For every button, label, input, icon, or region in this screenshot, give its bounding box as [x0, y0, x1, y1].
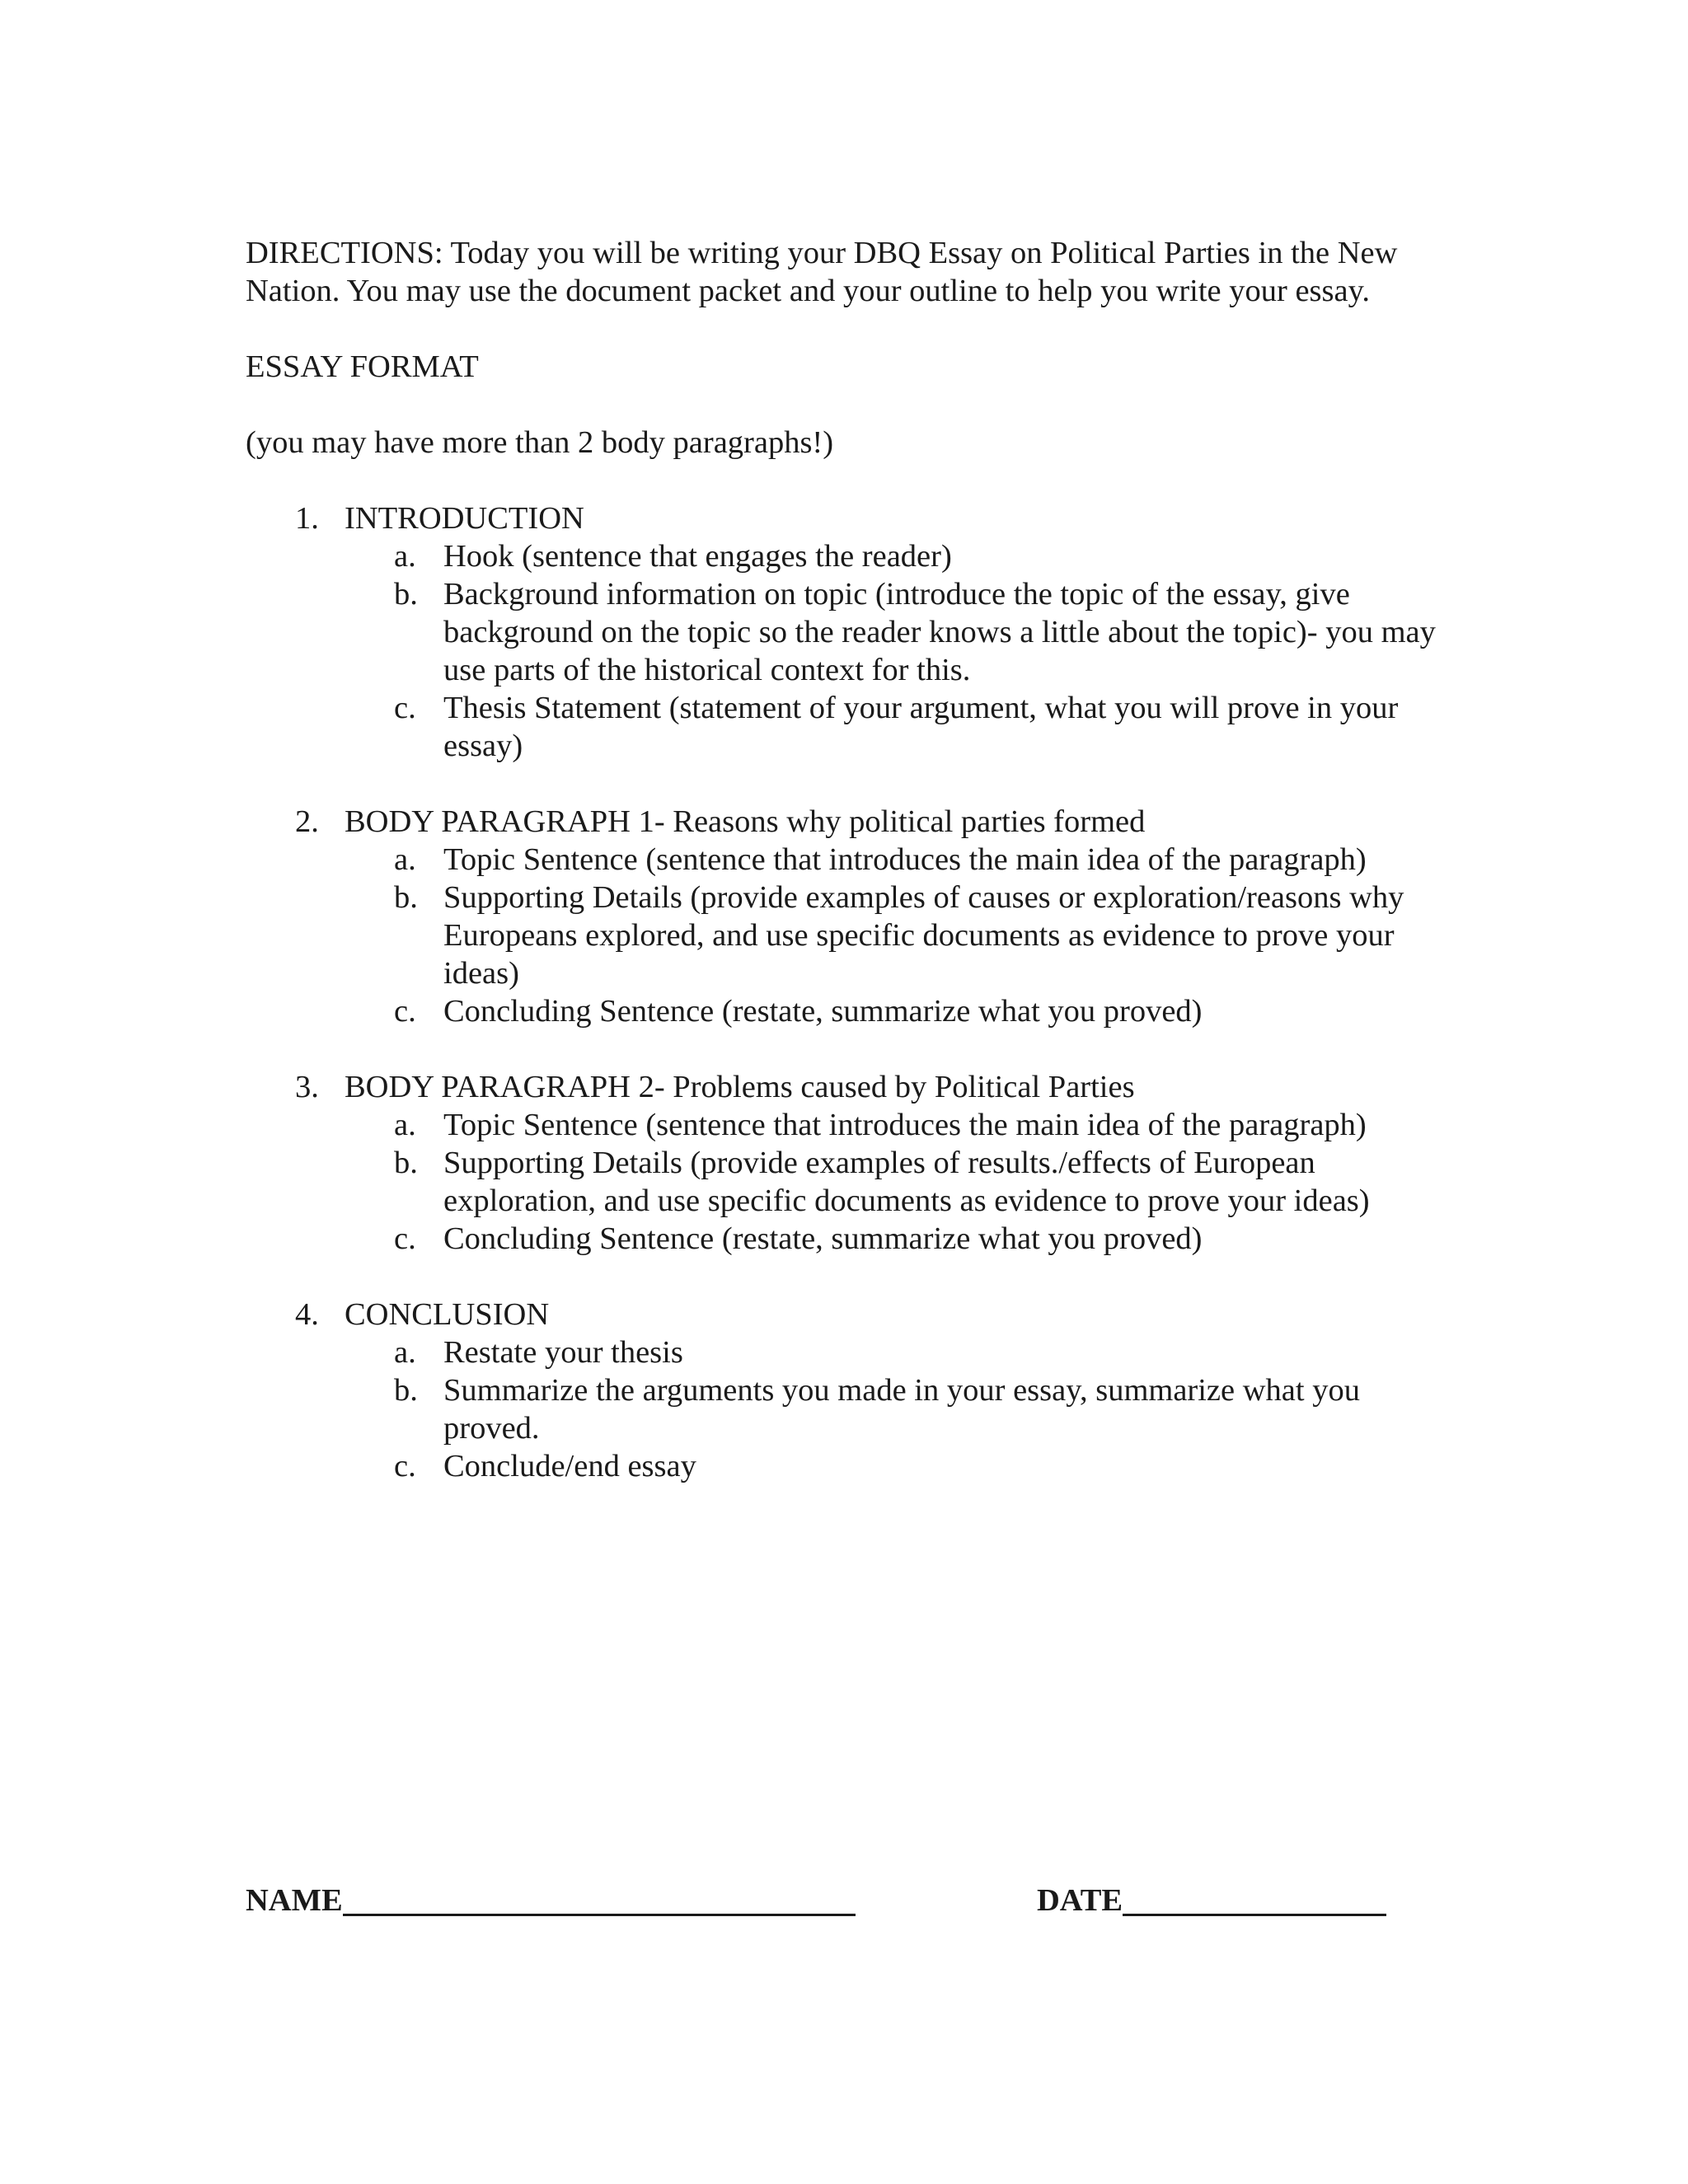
outline-item	[345, 992, 1449, 1030]
name-label: NAME	[246, 1883, 343, 1918]
item-text: Hook (sentence that engages the reader)	[443, 539, 952, 574]
item-letter: c.	[394, 1221, 416, 1256]
item-text: Topic Sentence (sentence that introduces the main idea of the paragraph)	[443, 842, 1367, 877]
section-items	[345, 537, 1449, 765]
item-text: Background information on topic (introduce the topic of the essay, give background on the topic so the reader knows a little about the topic)- you may use parts of the historical context for this.	[443, 577, 1436, 687]
item-text: Topic Sentence (sentence that introduces the main idea of the paragraph)	[443, 1108, 1367, 1142]
date-label: DATE	[1037, 1883, 1123, 1918]
item-letter: c.	[394, 994, 416, 1029]
outline-item	[345, 1333, 1449, 1371]
outline-section-conclusion	[246, 1296, 1449, 1485]
outline-item	[345, 689, 1449, 765]
name-field	[246, 1882, 856, 1919]
section-number: 1.	[295, 501, 319, 536]
item-letter: a.	[394, 842, 416, 877]
outline-item	[345, 841, 1449, 879]
item-text: Supporting Details (provide examples of results./effects of European exploration, and use specific documents as evidence to prove your ideas)	[443, 1146, 1370, 1218]
document-body	[246, 234, 1449, 1523]
item-letter: b.	[394, 1373, 418, 1408]
item-text: Summarize the arguments you made in your essay, summarize what you proved.	[443, 1373, 1360, 1446]
outline-item	[345, 1106, 1449, 1144]
body-paragraphs-note: (you may have more than 2 body paragraphs!)	[246, 425, 834, 460]
essay-format-heading: ESSAY FORMAT	[246, 349, 479, 384]
section-number: 3.	[295, 1070, 319, 1104]
outline-section-body-paragraph-1	[246, 803, 1449, 1030]
outline-item	[345, 537, 1449, 575]
item-letter: a.	[394, 539, 416, 574]
item-letter: b.	[394, 1146, 418, 1180]
essay-outline-list	[246, 499, 1449, 1485]
section-title: BODY PARAGRAPH 2- Problems caused by Political Parties	[345, 1070, 1135, 1104]
section-items	[345, 841, 1449, 1030]
outline-item	[345, 879, 1449, 992]
item-text: Restate your thesis	[443, 1335, 683, 1370]
name-blank-line[interactable]	[343, 1884, 856, 1916]
item-text: Concluding Sentence (restate, summarize what you proved)	[443, 994, 1203, 1029]
section-title: INTRODUCTION	[345, 501, 584, 536]
item-letter: c.	[394, 1449, 416, 1483]
signature-area	[246, 1882, 1449, 1931]
section-title: BODY PARAGRAPH 1- Reasons why political parties formed	[345, 804, 1146, 839]
date-blank-line[interactable]	[1123, 1884, 1386, 1916]
outline-item	[345, 1371, 1449, 1447]
outline-section-introduction	[246, 499, 1449, 765]
outline-item	[345, 1144, 1449, 1220]
item-letter: b.	[394, 577, 418, 612]
item-text: Conclude/end essay	[443, 1449, 696, 1483]
item-text: Supporting Details (provide examples of causes or exploration/reasons why Europeans explored, and use specific documents as evidence to prove your ideas)	[443, 880, 1404, 991]
section-title: CONCLUSION	[345, 1297, 550, 1332]
section-items	[345, 1333, 1449, 1485]
item-letter: a.	[394, 1108, 416, 1142]
outline-section-body-paragraph-2	[246, 1068, 1449, 1258]
outline-item	[345, 1220, 1449, 1258]
section-number: 4.	[295, 1297, 319, 1332]
section-items	[345, 1106, 1449, 1258]
item-text: Thesis Statement (statement of your argument, what you will prove in your essay)	[443, 691, 1399, 763]
item-text: Concluding Sentence (restate, summarize what you proved)	[443, 1221, 1203, 1256]
outline-item	[345, 575, 1449, 689]
item-letter: a.	[394, 1335, 416, 1370]
date-field	[1037, 1882, 1386, 1919]
item-letter: b.	[394, 880, 418, 915]
directions-text: DIRECTIONS: Today you will be writing your DBQ Essay on Political Parties in the New Nation. You may use the document packet and your outline to help you write your essay.	[246, 236, 1398, 308]
outline-item	[345, 1447, 1449, 1485]
item-letter: c.	[394, 691, 416, 725]
section-number: 2.	[295, 804, 319, 839]
